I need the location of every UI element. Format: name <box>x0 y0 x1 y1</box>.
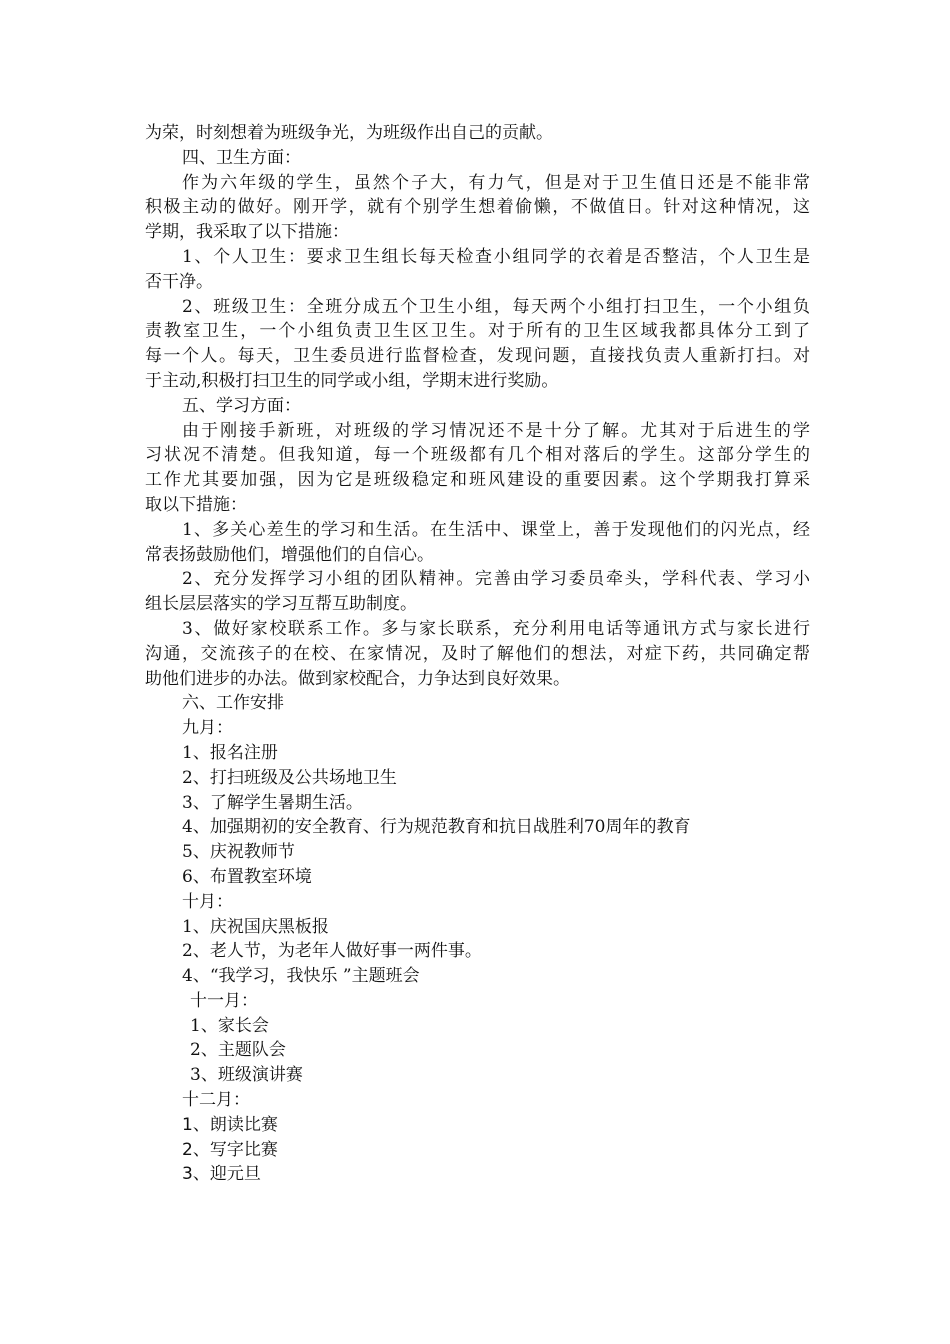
text-line: 1、庆祝国庆黑板报 <box>182 916 329 937</box>
text-line: 为荣，时刻想着为班级争光，为班级作出自己的贡献。 <box>145 123 553 143</box>
text-line: 习状况不清楚。但我知道，每一个班级都有几个相对落后的学生。这部分学生的 <box>145 445 810 466</box>
text-line: 每一个人。每天，卫生委员进行监督检查，发现问题，直接找负责人重新打扫。对 <box>145 346 810 367</box>
text-line: 5、庆祝教师节 <box>182 842 295 863</box>
text-line: 九月： <box>182 718 233 739</box>
text-line: 1、报名注册 <box>182 742 278 763</box>
text-line: 四、卫生方面： <box>182 147 301 168</box>
document-body <box>145 121 810 1187</box>
text-line: 2、写字比赛 <box>182 1139 278 1160</box>
text-line: 常表扬鼓励他们，增强他们的自信心。 <box>145 544 434 565</box>
text-line: 3、做好家校联系工作。多与家长联系，充分利用电话等通讯方式与家长进行 <box>182 618 810 639</box>
text-line: 1、家长会 <box>190 1015 269 1036</box>
text-line: 4、“我学习，我快乐 ”主题班会 <box>182 966 420 987</box>
text-line: 责教室卫生，一个小组负责卫生区卫生。对于所有的卫生区域我都具体分工到了 <box>145 321 810 342</box>
text-line: 2、充分发挥学习小组的团队精神。完善由学习委员牵头，学科代表、学习小 <box>182 569 810 590</box>
text-line: 积极主动的做好。刚开学，就有个别学生想着偷懒，不做值日。针对这种情况，这 <box>145 197 810 218</box>
text-line: 2、班级卫生：全班分成五个卫生小组，每天两个小组打扫卫生，一个小组负 <box>182 296 810 317</box>
text-line: 助他们进步的办法。做到家校配合，力争达到良好效果。 <box>145 668 570 689</box>
text-line: 4、加强期初的安全教育、行为规范教育和抗日战胜利70周年的教育 <box>182 817 691 838</box>
text-line: 取以下措施： <box>145 494 247 515</box>
text-line: 3、了解学生暑期生活。 <box>182 792 363 813</box>
text-line: 由于刚接手新班，对班级的学习情况还不是十分了解。尤其对于后进生的学 <box>182 420 810 441</box>
text-line: 工作尤其要加强，因为它是班级稳定和班风建设的重要因素。这个学期我打算采 <box>145 470 810 491</box>
text-line: 2、老人节，为老年人做好事一两件事。 <box>182 941 482 962</box>
text-line: 沟通，交流孩子的在校、在家情况，及时了解他们的想法，对症下药，共同确定帮 <box>145 643 810 664</box>
text-line: 1、多关心差生的学习和生活。在生活中、课堂上，善于发现他们的闪光点，经 <box>182 519 810 540</box>
text-line: 2、打扫班级及公共场地卫生 <box>182 767 397 788</box>
text-line: 1、朗读比赛 <box>182 1114 278 1135</box>
text-line: 六、工作安排 <box>182 693 284 714</box>
text-line: 6、布置教室环境 <box>182 866 312 887</box>
text-line: 十二月： <box>182 1090 250 1111</box>
text-line: 十月： <box>182 891 233 912</box>
text-line: 十一月： <box>190 990 258 1011</box>
text-line: 3、班级演讲赛 <box>190 1065 303 1086</box>
text-line: 3、迎元旦 <box>182 1164 261 1185</box>
text-line: 五、学习方面： <box>182 395 301 416</box>
text-line: 组长层层落实的学习互帮互助制度。 <box>145 594 417 615</box>
text-line: 1、个人卫生：要求卫生组长每天检查小组同学的衣着是否整洁，个人卫生是 <box>182 246 810 267</box>
text-line: 2、主题队会 <box>190 1040 286 1061</box>
text-line: 否干净。 <box>145 271 213 292</box>
text-line: 学期，我采取了以下措施： <box>145 222 349 243</box>
text-line: 于主动,积极打扫卫生的同学或小组，学期末进行奖励。 <box>145 370 559 391</box>
text-line: 作为六年级的学生，虽然个子大，有力气，但是对于卫生值日还是不能非常 <box>182 172 810 193</box>
